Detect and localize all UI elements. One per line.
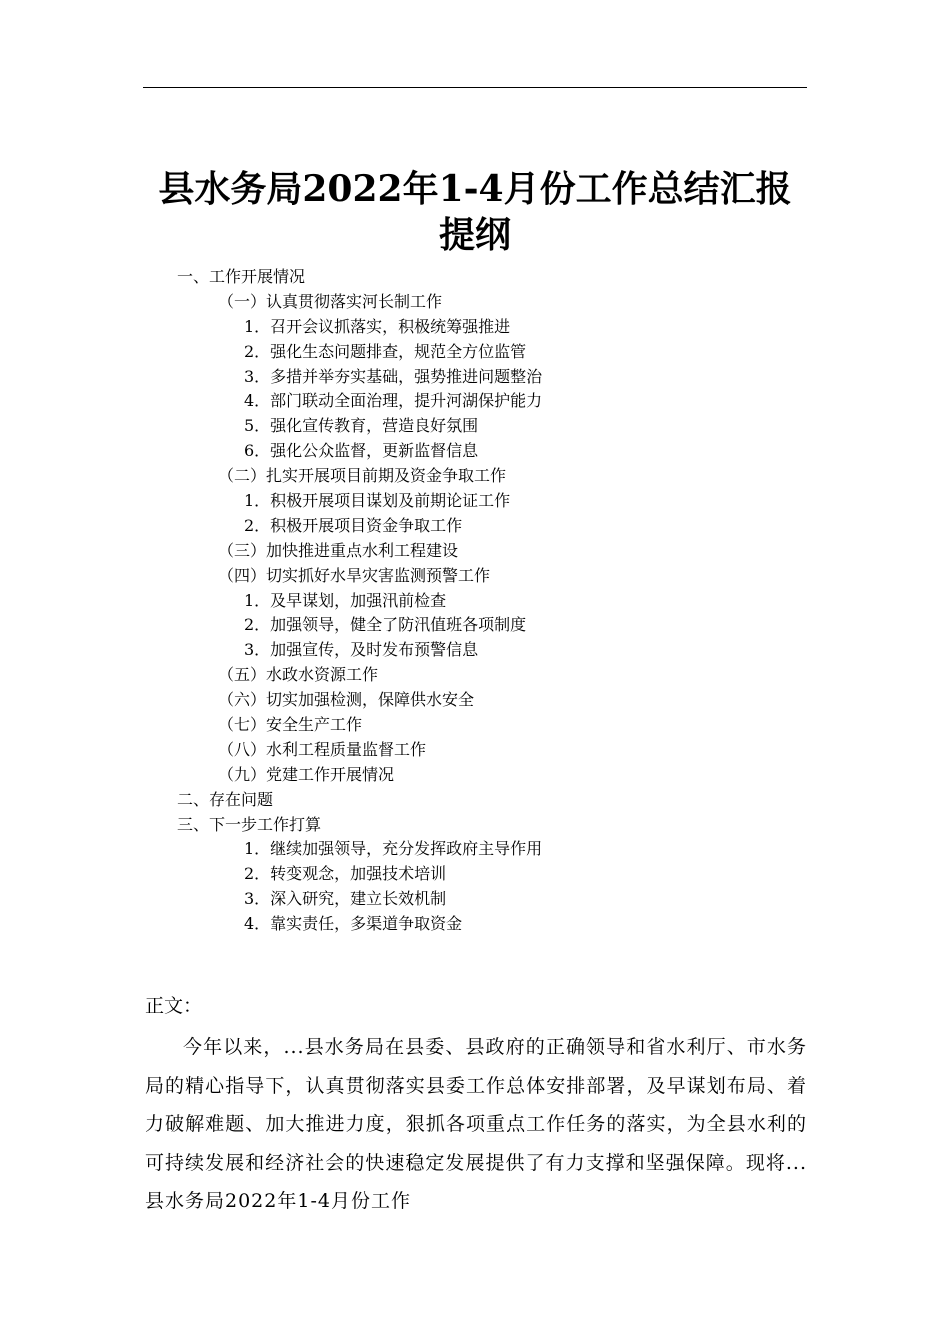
outline-item-level-3: 3．多措并举夯实基础，强势推进问题整治 — [244, 366, 543, 386]
outline-item-level-3: 4．靠实责任，多渠道争取资金 — [244, 914, 463, 934]
outline-item-level-3: 1．积极开展项目谋划及前期论证工作 — [244, 491, 511, 511]
outline-item-level-2: （四）切实抓好水旱灾害监测预警工作 — [218, 565, 491, 585]
outline-item-level-2: （二）扎实开展项目前期及资金争取工作 — [218, 466, 507, 486]
outline-item-level-3: 1．继续加强领导，充分发挥政府主导作用 — [244, 839, 543, 859]
title-line-2: 提纲 — [438, 214, 511, 256]
outline-item-level-1: 二、存在问题 — [177, 789, 274, 809]
header-rule — [143, 87, 807, 88]
outline-list — [0, 265, 950, 937]
outline-item-level-3: 5．强化宣传教育，营造良好氛围 — [244, 416, 479, 436]
outline-item-level-2: （一）认真贯彻落实河长制工作 — [218, 291, 443, 311]
outline-item-level-2: （五）水政水资源工作 — [218, 665, 379, 685]
outline-item-level-3: 1．及早谋划，加强汛前检查 — [244, 590, 447, 610]
document-title — [143, 166, 807, 258]
outline-item-level-2: （七）安全生产工作 — [218, 715, 363, 735]
outline-item-level-3: 2．积极开展项目资金争取工作 — [244, 515, 463, 535]
outline-item-level-3: 1．召开会议抓落实，积极统筹强推进 — [244, 316, 511, 336]
outline-item-level-3: 6．强化公众监督，更新监督信息 — [244, 441, 479, 461]
title-line-1: 县水务局2022年1-4月份工作总结汇报 — [158, 168, 792, 210]
outline-item-level-2: （三）加快推进重点水利工程建设 — [218, 540, 459, 560]
body-paragraph: 今年以来，...县水务局在县委、县政府的正确领导和省水利厅、市水务局的精心指导下，认真贯彻落实县委工作总体安排部署，及早谋划布局、着力破解难题、加大推进力度，狠抓各项重点工作任务的落实，为全县水利的可持续发展和经济社会的快速稳定发展提供了有力支撑和坚强保障。现将...县水务局2022年1-4月份工作 — [145, 1036, 807, 1213]
outline-item-level-3: 3．加强宣传，及时发布预警信息 — [244, 640, 479, 660]
outline-item-level-3: 2．加强领导，健全了防汛值班各项制度 — [244, 615, 527, 635]
outline-item-level-3: 3．深入研究，建立长效机制 — [244, 889, 447, 909]
outline-item-level-2: （六）切实加强检测，保障供水安全 — [218, 690, 475, 710]
outline-item-level-2: （八）水利工程质量监督工作 — [218, 739, 427, 759]
outline-item-level-1: 三、下一步工作打算 — [177, 814, 322, 834]
body-label: 正文： — [145, 995, 203, 1017]
outline-item-level-3: 2．强化生态问题排查，规范全方位监管 — [244, 341, 527, 361]
outline-item-level-1: 一、工作开展情况 — [177, 267, 306, 286]
outline-item-level-2: （九）党建工作开展情况 — [218, 764, 395, 784]
outline-item-level-3: 4．部门联动全面治理，提升河湖保护能力 — [244, 391, 543, 411]
outline-item-level-3: 2．转变观念，加强技术培训 — [244, 864, 447, 884]
